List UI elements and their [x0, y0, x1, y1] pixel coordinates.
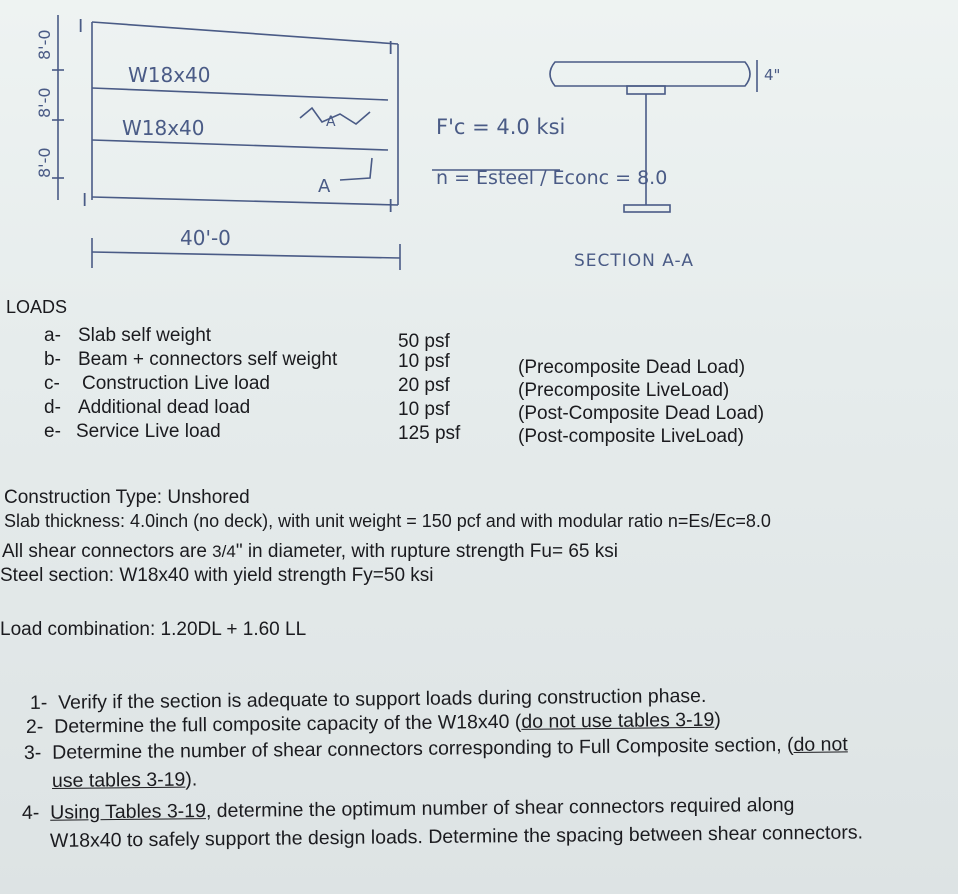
svg-text:I: I: [388, 196, 394, 217]
steel-info: Steel section: W18x40 with yield strength Fy=50 ksi: [0, 565, 434, 586]
svg-text:I: I: [388, 38, 394, 59]
load-name: Additional dead load: [78, 397, 251, 418]
connector-info: All shear connectors are 3/4" in diameter, with rupture strength Fu= 65 ksi: [2, 541, 618, 562]
beam-label-bottom: W18x40: [122, 116, 205, 140]
load-value: 10 psf: [398, 351, 450, 372]
question-3: 3- Determine the number of shear connectors corresponding to Full Composite section, (do not: [23, 733, 848, 764]
framing-sketch: [0, 0, 958, 300]
spacing-label-1: 8'-0: [35, 29, 54, 60]
question-3-cont: use tables 3-19).: [51, 768, 198, 792]
span-dimension-line: [92, 252, 400, 258]
load-name: Slab self weight: [78, 325, 212, 346]
bottom-flange: [624, 205, 670, 212]
top-flange: [627, 86, 665, 94]
slab-outline: [550, 62, 750, 86]
section-title: SECTION A-A: [574, 251, 694, 271]
load-note: (Post-composite LiveLoad): [518, 426, 744, 447]
fc-label: F'c = 4.0 ksi: [436, 115, 566, 139]
load-value: 10 psf: [398, 399, 450, 420]
beam-line-1: [92, 88, 388, 100]
svg-text:I: I: [82, 190, 88, 211]
beam-line-2: [92, 140, 388, 150]
load-name: Beam + connectors self weight: [78, 349, 338, 370]
load-combination: Load combination: 1.20DL + 1.60 LL: [0, 619, 307, 640]
load-value: 125 psf: [398, 423, 461, 444]
question-4: 4- Using Tables 3-19, determine the optimum number of shear connectors required along: [21, 793, 795, 824]
load-value: 50 psf: [398, 331, 450, 352]
modular-ratio-label: n = Esteel / Econc = 8.0: [436, 167, 668, 189]
girder-line-top: [92, 22, 398, 44]
connector-diameter: 3/4: [212, 542, 236, 561]
load-value: 20 psf: [398, 375, 450, 396]
load-name: Service Live load: [76, 421, 221, 442]
question-2: 2- Determine the full composite capacity of the W18x40 (do not use tables 3-19): [25, 708, 721, 738]
section-mark-a: A: [318, 176, 331, 197]
load-note: (Precomposite Dead Load): [518, 357, 746, 378]
spacing-label-2: 8'-0: [35, 87, 54, 118]
question-4-cont: W18x40 to safely support the design loads. Determine the spacing between shear connectors.: [49, 821, 864, 852]
loads-heading: LOADS: [6, 297, 68, 317]
girder-line-bottom: [92, 197, 398, 205]
question-1: 1- Verify if the section is adequate to support loads during construction phase.: [29, 684, 707, 714]
slab-thickness-label: 4": [764, 66, 781, 84]
section-mark-a-top: A: [326, 114, 336, 130]
construction-type: Construction Type: Unshored: [4, 487, 250, 508]
svg-text:I: I: [78, 16, 84, 37]
span-label: 40'-0: [180, 226, 231, 250]
load-note: (Post-Composite Dead Load): [518, 403, 765, 424]
load-name: Construction Live load: [82, 373, 270, 394]
beam-label-top: W18x40: [128, 63, 211, 87]
load-note: (Precomposite LiveLoad): [518, 380, 730, 401]
section-cut-mark-bottom: [340, 158, 372, 180]
spacing-label-3: 8'-0: [35, 147, 54, 178]
slab-info: Slab thickness: 4.0inch (no deck), with unit weight = 150 pcf and with modular ratio n=Es/Ec=8.0: [4, 511, 771, 531]
